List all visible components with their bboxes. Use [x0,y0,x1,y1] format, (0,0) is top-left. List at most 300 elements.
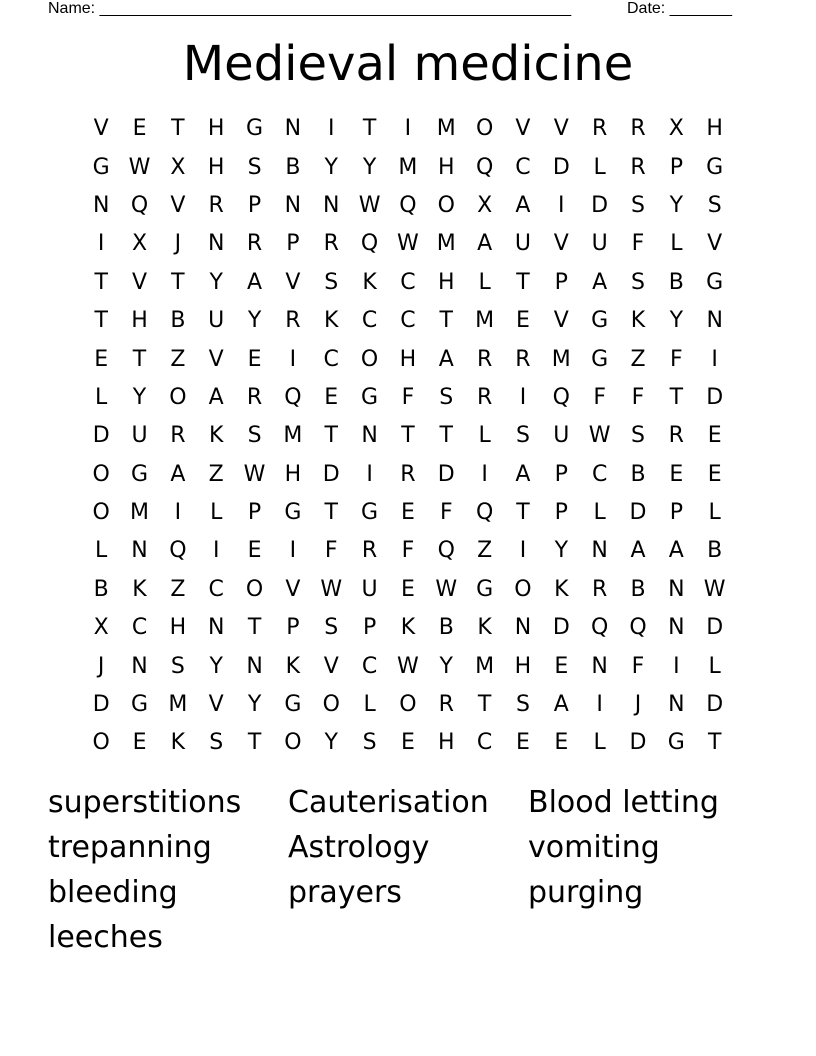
grid-letter: R [400,461,416,487]
grid-letter: E [516,308,530,334]
grid-letter: G [130,692,149,718]
word-search-grid [82,110,734,763]
grid-letter: V [285,576,301,602]
grid-letter: X [668,116,684,142]
grid-letter: R [170,423,186,449]
grid-letter: X [170,154,186,180]
grid-letter: Q [360,231,379,257]
grid-letter: Y [247,308,262,334]
grid-letter: C [208,576,224,602]
name-field-label: Name: _____________________________________________________ [48,0,572,17]
grid-letter: F [631,653,645,679]
grid-letter: V [553,116,569,142]
grid-letter: D [92,692,110,718]
grid-letter: U [131,423,148,449]
grid-letter: R [591,116,608,142]
grid-letter: S [324,615,339,641]
grid-letter: T [516,269,530,295]
grid-letter: P [247,500,262,526]
grid-letter: J [97,653,105,679]
grid-letter: Y [554,538,569,564]
grid-letter: Q [399,192,417,218]
grid-letter: H [399,346,417,372]
grid-letter: O [169,384,187,410]
grid-letter: G [591,346,609,372]
grid-letter: N [591,653,608,679]
grid-row [82,302,734,340]
grid-letter: Y [247,692,262,718]
grid-letter: N [514,615,532,641]
grid-row [82,187,734,225]
word-list-item: Cauterisation [288,785,489,820]
grid-letter: G [476,576,494,602]
grid-letter: S [707,192,722,218]
grid-letter: Y [669,308,684,334]
grid-letter: W [243,461,266,487]
grid-letter: G [246,116,264,142]
grid-letter: U [208,308,225,334]
grid-letter: T [401,423,415,449]
grid-letter: A [170,461,186,487]
grid-letter: E [707,423,722,449]
grid-letter: I [519,538,527,564]
grid-letter: E [400,500,415,526]
grid-row [82,571,734,609]
grid-letter: S [247,423,262,449]
grid-letter: H [207,154,225,180]
grid-letter: R [285,308,301,334]
word-list-item: prayers [288,875,402,910]
grid-letter: Q [552,384,570,410]
grid-letter: Q [437,538,455,564]
grid-letter: P [362,615,377,641]
grid-letter: X [93,615,109,641]
grid-letter: I [673,653,680,679]
grid-letter: S [324,269,339,295]
grid-letter: M [436,231,456,257]
grid-letter: F [439,500,453,526]
grid-letter: M [436,116,456,142]
grid-letter: M [475,308,495,334]
grid-letter: H [437,154,455,180]
grid-letter: F [324,538,338,564]
word-list-item: vomiting [528,830,660,865]
grid-letter: C [131,615,148,641]
grid-letter: N [207,615,225,641]
grid-letter: I [596,692,603,718]
grid-letter: F [670,346,683,372]
grid-letter: L [478,423,491,449]
grid-letter: D [552,154,570,180]
grid-letter: G [130,461,149,487]
grid-letter: F [401,384,415,410]
grid-letter: D [629,730,647,756]
grid-letter: R [476,346,493,372]
grid-letter: G [706,154,724,180]
grid-letter: O [92,730,110,756]
grid-letter: W [397,231,419,257]
date-field-label: Date: _______ [627,0,732,17]
grid-letter: F [631,231,645,257]
grid-letter: U [591,231,608,257]
grid-letter: Q [130,192,149,218]
word-list-item: bleeding [48,875,178,910]
grid-letter: S [631,192,645,218]
grid-row [82,417,734,455]
grid-letter: I [711,346,718,372]
grid-letter: K [400,615,416,641]
grid-letter: O [322,692,340,718]
grid-letter: T [516,500,530,526]
grid-letter: F [593,384,606,410]
grid-letter: R [246,231,263,257]
grid-letter: N [284,192,302,218]
grid-letter: T [94,269,108,295]
grid-letter: S [631,269,645,295]
grid-row [82,340,734,378]
grid-letter: W [320,576,343,602]
grid-letter: Z [170,346,186,372]
grid-letter: V [553,308,569,334]
grid-letter: T [132,346,147,372]
grid-letter: B [668,269,684,295]
grid-letter: A [515,461,531,487]
grid-letter: S [362,730,377,756]
grid-letter: E [516,730,530,756]
grid-letter: T [439,308,453,334]
word-list-item: trepanning [48,830,212,865]
grid-letter: O [360,346,379,372]
grid-letter: K [362,269,377,295]
grid-row [82,456,734,494]
grid-letter: W [703,576,726,602]
grid-letter: V [553,231,569,257]
grid-letter: S [170,653,185,679]
grid-letter: E [94,346,109,372]
grid-letter: H [284,461,302,487]
grid-letter: L [95,384,108,410]
grid-letter: P [554,269,568,295]
grid-letter: W [435,576,458,602]
grid-row [82,609,734,647]
grid-letter: O [284,730,302,756]
grid-letter: C [515,154,531,180]
grid-letter: R [515,346,531,372]
grid-letter: X [131,231,148,257]
grid-row [82,647,734,685]
grid-letter: M [283,423,303,449]
grid-letter: A [668,538,684,564]
grid-letter: I [97,231,105,257]
grid-letter: M [398,154,418,180]
grid-letter: D [706,692,724,718]
grid-letter: G [361,384,379,410]
grid-letter: A [515,192,531,218]
grid-letter: N [361,423,378,449]
grid-letter: G [92,154,110,180]
grid-row [82,494,734,532]
grid-letter: D [591,192,609,218]
grid-letter: H [437,730,455,756]
grid-letter: S [439,384,454,410]
grid-letter: T [247,730,262,756]
grid-letter: K [285,653,301,679]
grid-letter: Q [475,154,494,180]
grid-letter: P [554,500,568,526]
grid-letter: E [554,653,569,679]
grid-letter: V [93,116,109,142]
grid-letter: W [588,423,611,449]
grid-row [82,110,734,148]
grid-letter: C [476,730,493,756]
grid-letter: A [247,269,263,295]
grid-letter: K [477,615,492,641]
grid-letter: L [708,500,721,526]
grid-letter: C [591,461,608,487]
grid-letter: C [361,653,378,679]
grid-letter: H [706,116,723,142]
grid-letter: R [438,692,454,718]
grid-letter: L [708,653,721,679]
grid-letter: Y [209,653,223,679]
grid-letter: B [285,154,301,180]
grid-letter: O [92,500,110,526]
grid-letter: A [630,538,646,564]
grid-letter: L [210,500,223,526]
grid-letter: Z [477,538,493,564]
grid-letter: V [707,231,723,257]
grid-letter: J [174,231,182,257]
grid-row [82,148,734,186]
grid-letter: S [515,423,530,449]
grid-letter: E [247,538,262,564]
grid-letter: Y [209,269,223,295]
grid-letter: G [284,692,302,718]
grid-letter: R [591,576,608,602]
grid-letter: E [669,461,684,487]
grid-letter: T [477,692,492,718]
grid-letter: L [670,231,683,257]
grid-letter: P [669,500,683,526]
grid-letter: B [630,461,646,487]
grid-letter: N [668,692,685,718]
grid-letter: M [168,692,188,718]
grid-letter: E [132,116,147,142]
grid-letter: R [630,116,646,142]
grid-letter: O [514,576,532,602]
grid-letter: W [128,154,151,180]
grid-letter: D [92,423,110,449]
word-list-item: superstitions [48,785,242,820]
grid-letter: P [286,231,300,257]
grid-letter: A [592,269,608,295]
grid-letter: Y [669,192,684,218]
grid-letter: N [131,653,148,679]
grid-letter: L [95,538,108,564]
grid-letter: B [438,615,454,641]
grid-letter: N [668,576,685,602]
grid-letter: Y [439,653,453,679]
word-list-item: Astrology [288,830,430,865]
grid-letter: K [554,576,569,602]
grid-letter: D [322,461,340,487]
grid-letter: N [706,308,723,334]
grid-letter: H [131,308,148,334]
grid-letter: I [366,461,373,487]
grid-letter: L [593,730,606,756]
grid-letter: Q [169,538,187,564]
grid-letter: O [437,192,455,218]
grid-letter: B [170,308,186,334]
grid-letter: V [170,192,186,218]
grid-letter: U [361,576,378,602]
grid-letter: D [706,384,724,410]
grid-letter: Y [324,730,338,756]
grid-letter: C [400,308,416,334]
grid-letter: I [174,500,182,526]
header-fields [48,0,748,20]
grid-letter: M [475,653,495,679]
grid-letter: S [209,730,224,756]
grid-letter: Z [208,461,224,487]
grid-row [82,686,734,724]
grid-letter: A [553,692,569,718]
grid-letter: N [246,653,263,679]
grid-letter: H [207,116,225,142]
grid-letter: Z [170,576,186,602]
grid-letter: X [477,192,493,218]
grid-letter: O [92,461,110,487]
grid-letter: P [554,461,568,487]
grid-letter: Y [132,384,147,410]
grid-letter: N [323,192,340,218]
grid-letter: E [247,346,262,372]
grid-letter: V [131,269,148,295]
grid-letter: I [212,538,220,564]
grid-letter: N [131,538,148,564]
grid-letter: H [437,269,455,295]
grid-letter: E [554,730,569,756]
grid-letter: T [247,615,262,641]
grid-letter: K [132,576,147,602]
grid-letter: N [591,538,608,564]
grid-letter: W [397,653,419,679]
grid-row [82,532,734,570]
grid-letter: T [324,423,338,449]
grid-letter: S [515,692,530,718]
grid-letter: P [247,192,262,218]
grid-letter: F [401,538,415,564]
grid-letter: I [327,116,335,142]
grid-letter: S [631,423,645,449]
grid-letter: C [361,308,378,334]
grid-letter: T [94,308,108,334]
grid-letter: K [324,308,339,334]
grid-letter: O [475,116,494,142]
grid-row [82,225,734,263]
grid-letter: Q [475,500,494,526]
grid-letter: T [669,384,684,410]
grid-letter: K [630,308,646,334]
grid-letter: U [514,231,531,257]
grid-letter: A [477,231,493,257]
grid-letter: E [132,730,147,756]
word-list-item: purging [528,875,644,910]
grid-letter: N [284,116,302,142]
grid-letter: L [593,154,606,180]
grid-letter: A [438,346,454,372]
grid-letter: O [399,692,417,718]
grid-letter: T [707,730,722,756]
grid-letter: S [247,154,262,180]
word-list [48,780,768,960]
grid-row [82,724,734,762]
grid-letter: Y [362,154,377,180]
grid-letter: T [171,116,185,142]
grid-letter: I [558,192,565,218]
grid-letter: U [553,423,570,449]
grid-letter: Q [284,384,302,410]
grid-letter: B [630,576,646,602]
grid-letter: G [591,308,609,334]
page-title: Medieval medicine [182,36,634,92]
grid-letter: I [404,116,412,142]
grid-letter: C [400,269,416,295]
grid-letter: L [478,269,491,295]
grid-letter: T [171,269,185,295]
grid-letter: V [285,269,301,295]
grid-letter: B [707,538,723,564]
grid-letter: R [323,231,339,257]
grid-letter: M [130,500,149,526]
grid-letter: I [519,384,527,410]
grid-letter: G [284,500,302,526]
grid-letter: H [169,615,187,641]
grid-letter: N [207,231,225,257]
grid-letter: R [630,154,646,180]
grid-letter: J [634,692,642,718]
grid-letter: G [361,500,379,526]
grid-letter: R [476,384,493,410]
grid-letter: D [629,500,647,526]
grid-letter: T [439,423,453,449]
grid-row [82,379,734,417]
grid-row [82,264,734,302]
word-list-item: leeches [48,920,163,955]
grid-letter: P [669,154,683,180]
grid-letter: E [400,576,415,602]
grid-letter: Z [630,346,646,372]
grid-letter: F [631,384,645,410]
grid-letter: L [363,692,376,718]
word-list-item: Blood letting [528,785,719,820]
grid-letter: E [707,461,722,487]
grid-letter: O [245,576,264,602]
grid-letter: I [289,346,297,372]
grid-letter: D [437,461,455,487]
grid-letter: R [246,384,263,410]
grid-letter: H [514,653,532,679]
grid-letter: W [358,192,381,218]
grid-letter: A [208,384,224,410]
grid-letter: V [323,653,339,679]
grid-letter: G [667,730,685,756]
grid-letter: C [323,346,339,372]
grid-letter: T [362,116,377,142]
grid-letter: V [515,116,531,142]
grid-letter: I [289,538,297,564]
grid-letter: K [170,730,186,756]
